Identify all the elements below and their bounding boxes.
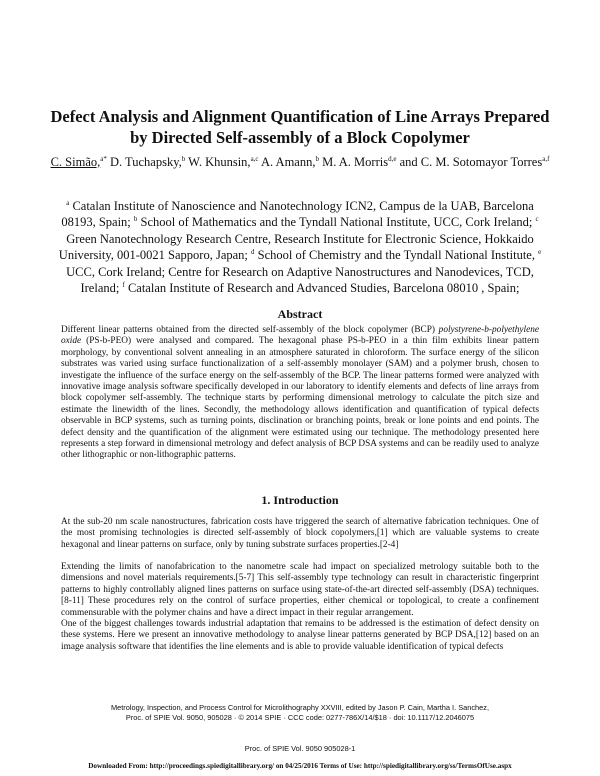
affil-b-mark: b [133,215,138,224]
title-line-2: by Directed Self-assembly of a Block Copolymer [130,128,470,147]
affil-a: Catalan Institute of Nanoscience and Nanotechnology ICN2, Campus de la UAB, Barcelona 08193, Spain; [61,199,534,230]
author-2-affil: b [181,154,186,163]
author-1-affil: a* [100,154,107,163]
author-6-affil: a,f [542,154,550,163]
abstract-body [61,325,539,462]
intro-paragraph-3: One of the biggest challenges towards industrial adaptation that remains to be addressed is the estimation of defect density on these systems. Here we present an innovative methodology to analyse linear patterns generated by BCP DSA,[12] based on an image analysis software that identifies the line elements and is able to provide valuable identification of typical defects [61,619,539,652]
author-4: A. Amann, [258,155,316,169]
author-4-affil: b [315,154,319,163]
affil-f: Catalan Institute of Research and Advanced Studies, Barcelona 08010 , Spain; [124,281,520,296]
author-2: D. Tuchapsky, [106,155,182,169]
affiliations [58,198,542,296]
affil-d-mark: d [251,248,255,257]
introduction-heading: 1. Introduction [261,493,339,507]
author-6: and C. M. Sotomayor Torres [396,155,543,169]
abstract-heading: Abstract [277,307,323,321]
intro-paragraph-1: At the sub-20 nm scale nanostructures, fabrication costs have triggered the search of alternative fabrication techniques. One of the most promising technologies is directed self-assembly of block copolymers,[1] which are valuable systems to create hexagonal and linear patterns on surface, only by tuning substrate surfaces properties.[2-4] [61,517,539,550]
affil-c-mark: c [535,215,539,224]
affil-f-mark: f [122,280,125,289]
author-5-affil: d,e [388,154,397,163]
abstract-italic-polymer: polystyrene-b-polyethylene oxide [61,325,539,347]
download-notice: Downloaded From: http://proceedings.spiedigitallibrary.org/ on 04/25/2016 Terms of Use: http://spiedigitallibrary.org/ss/TermsOfUse.aspx [88,762,512,770]
intro-paragraph-2: Extending the limits of nanofabrication to the nanometre scale had impact on specialized metrology suitable both to the dimensions and novel materials requirements.[5-7] This self-assembly type technology can result in characteristic fingerprint patterns to highly controllably aligned lines patterns on surface using state-of-the-art directed self-assembly (DSA) techniques.[8-11] These procedures rely on the control of surface properties, either chemical or topological, to create a confinement commensurable with the polymer chains and have a direct impact in their regular arrangement. [61,562,539,618]
affil-d: School of Chemistry and the Tyndall National Institute, [254,248,535,263]
author-list [40,155,560,170]
author-1: C. Simão, [50,155,101,169]
author-3-affil: a,c [250,154,259,163]
paper-title [40,106,560,148]
affil-c: Green Nanotechnology Research Centre, Research Institute for Electronic Science, Hokkaido University, 001-0021 Sapporo, Japan; [58,231,534,263]
affil-a-mark: a [66,198,70,207]
abstract-text-1: Different linear patterns obtained from the directed self-assembly of the block copolymer (BCP) [61,325,439,335]
abstract-text-2: (PS-b-PEO) were analysed and compared. The hexagonal phase PS-b-PEO in a thin film exhibits linear pattern morphology, by conventional solvent annealing in an atmosphere saturated in chloroform. The surface energy of the silicon substrates was varied using surface functionalization of a self-assembly monolayer (SAM) and a polymer brush, chosen to investigate the influence of the surface energy on the self-assembly of the BCP. The linear patterns formed were analyzed with innovative image analysis software specifically developed in our laboratory to identify elements and defects of line arrays from block copolymer self-assembly. The technique starts by performing dimensional metrology to calculate the pitch size and estimate the linewidth of the lines. Secondly, the methodology allows identification and quantification of typical defects observable in BCP systems, such as turning points, disclination or branching points, break or lone points and end points. The defect density and the quantification of the alignment were estimated using our technique. The methodology presented here represents a step forward in dimensional metrology and defect analysis of BCP DSA systems and can be readily used to analyze other lithographic or non-lithographic patterns. [61,336,539,461]
page-number: Proc. of SPIE Vol. 9050 905028-1 [244,744,356,753]
affil-e: UCC, Cork Ireland; Centre for Research on Adaptive Nanostructures and Nanodevices, TCD, Ireland; [66,264,534,296]
author-5: M. A. Morris [318,155,389,169]
citation-footnote [60,703,540,723]
affil-e-mark: e [538,248,542,257]
footnote-line-2: Proc. of SPIE Vol. 9050, 905028 · © 2014 SPIE · CCC code: 0277-786X/14/$18 · doi: 10.1117/12.2046075 [125,713,475,722]
affil-b: School of Mathematics and the Tyndall National Institute, UCC, Cork Ireland; [137,215,533,230]
footnote-line-1: Metrology, Inspection, and Process Control for Microlithography XXVIII, edited by Jason P. Cain, Martha I. Sanchez, [110,703,490,712]
author-3: W. Khunsin, [185,155,251,169]
title-line-1: Defect Analysis and Alignment Quantification of Line Arrays Prepared [50,107,550,126]
